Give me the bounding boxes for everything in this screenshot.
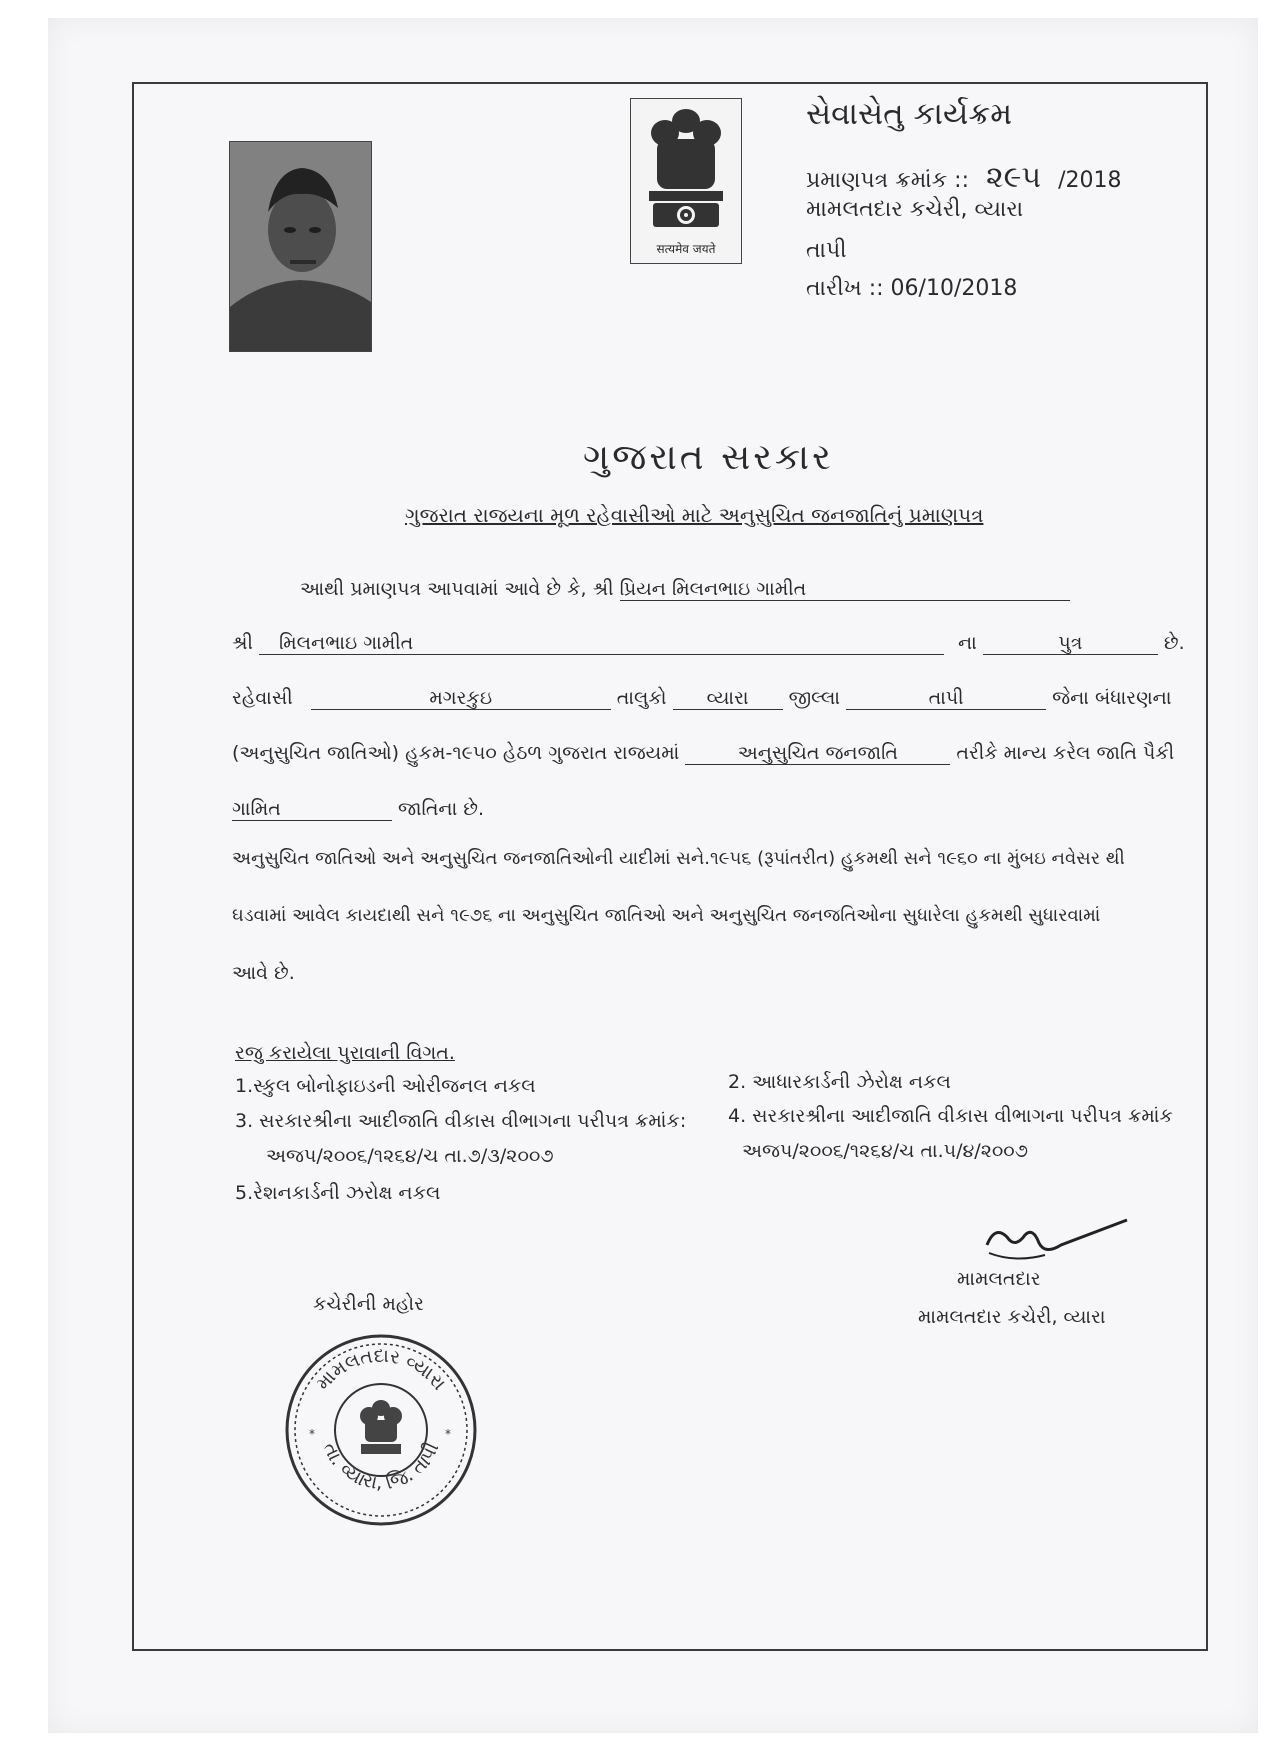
paragraph-line-2: ઘડવામાં આવેલ કાયદાથી સને ૧૯૭૬ ના અનુસુચિત જાતિઓ અને અનુસુચિત જનજતિઓના સુધારેલા હુકમથી સુધારવામાં xyxy=(232,905,1101,926)
applicant-photo-image xyxy=(230,142,371,351)
applicant-name: પ્રિયન મિલનભાઇ ગામીત xyxy=(620,578,1070,601)
signatory-office: મામલતદાર કચેરી, વ્યારા xyxy=(918,1306,1106,1328)
district-label: જીલ્લા xyxy=(788,687,841,709)
certificate-number-label: પ્રમાણપત્ર ક્રમાંક :: xyxy=(806,168,969,193)
document-subtitle: ગુજરાત રાજયના મૂળ રહેવાસીઓ માટે અનુસુચિત જનજાતિનું પ્રમાણપત્ર xyxy=(405,503,984,527)
seal-emblem-icon xyxy=(360,1400,402,1454)
svg-text:*: * xyxy=(309,1427,315,1441)
office-name: મામલતદાર કચેરી, વ્યારા xyxy=(806,197,1024,222)
paragraph-line-1: અનુસુચિત જાતિઓ અને અનુસુચિત જનજાતિઓની યાદીમાં સને.૧૯૫૬ (રૂપાંતરીત) હુકમથી સને ૧૯૬૦ ના મુંબઇ નવેસર થી xyxy=(232,848,1125,869)
evidence-heading: રજુ કરાયેલા પુરાવાની વિગત. xyxy=(235,1042,455,1064)
body-line-2 xyxy=(232,632,1185,655)
paragraph-line-3: આવે છે. xyxy=(232,962,295,984)
evidence-item-3-ref: અજપ/૨૦૦૬/૧૨૬૪/ચ તા.૭/૩/૨૦૦૭ xyxy=(266,1145,554,1167)
program-title: સેવાસેતુ કાર્યક્રમ xyxy=(806,96,1013,132)
constitution-suffix: જેના બંધારણના xyxy=(1052,687,1172,709)
relation-value: પુત્ર xyxy=(983,632,1158,655)
document-title: ગુજરાત સરકાર xyxy=(583,437,834,478)
emblem-motto: सत्यमेव जयते xyxy=(656,242,716,256)
seal-bottom-text: તા. વ્યારા, જિ. તાપી xyxy=(318,1439,444,1495)
intro-text: આથી પ્રમાણપત્ર આપવામાં આવે છે કે, શ્રી xyxy=(300,578,614,600)
signatory-title: મામલતદાર xyxy=(957,1268,1041,1290)
evidence-item-2: 2. આધારકાર્ડની ઝેરોક્ષ નકલ xyxy=(728,1071,951,1093)
evidence-item-3: 3. સરકારશ્રીના આદીજાતિ વીકાસ વીભાગના પરીપત્ર ક્રમાંક: xyxy=(235,1110,687,1132)
category-value: અનુસુચિત જનજાતિ xyxy=(685,742,950,765)
village-value: મગરકુઇ xyxy=(311,687,611,710)
caste-suffix: જાતિના છે. xyxy=(398,798,484,820)
evidence-item-1: 1.સ્કુલ બોનોફાઇડની ઓરીજનલ નકલ xyxy=(235,1075,536,1097)
taluka-label: તાલુકો xyxy=(616,687,667,709)
district-value: તાપી xyxy=(846,687,1046,710)
seal-top-text: મામલતદાર વ્યારા xyxy=(311,1344,451,1395)
order-suffix: તરીકે માન્ય કરેલ જાતિ પૈકી xyxy=(956,742,1175,764)
evidence-item-4-ref: અજપ/૨૦૦૬/૧૨૬૪/ચ તા.૫/૪/૨૦૦૭ xyxy=(742,1140,1028,1162)
body-line-3 xyxy=(232,687,1172,710)
national-emblem xyxy=(630,98,742,264)
applicant-photo xyxy=(229,141,372,352)
body-line-4 xyxy=(232,742,1174,765)
date-label: તારીખ :: xyxy=(806,276,884,301)
shri-label: શ્રી xyxy=(232,632,253,654)
certificate-number: ૨૯૫ xyxy=(986,160,1042,195)
body-line-5 xyxy=(232,798,484,821)
evidence-item-5: 5.રેશનકાર્ડની ઝરોક્ષ નકલ xyxy=(235,1182,441,1204)
svg-text:*: * xyxy=(445,1427,451,1441)
ashoka-emblem-icon xyxy=(631,99,741,239)
certificate-year: /2018 xyxy=(1058,168,1122,193)
order-prefix: (અનુસુચિત જાતિઓ) હુકમ-૧૯૫૦ હેઠળ ગુજરાત રાજયમાં xyxy=(232,742,680,764)
certificate-number-row xyxy=(806,160,1122,195)
caste-value: ગામિત xyxy=(232,798,392,821)
seal-label: કચેરીની મહોર xyxy=(313,1293,424,1315)
body-line-1 xyxy=(300,578,1070,601)
office-seal xyxy=(283,1332,479,1528)
father-name: મિલનભાઇ ગામીત xyxy=(259,632,944,655)
date-row xyxy=(806,276,1017,301)
date-value: 06/10/2018 xyxy=(890,276,1018,301)
taluka-value: વ્યારા xyxy=(673,687,783,710)
che-label: છે. xyxy=(1163,632,1185,654)
evidence-item-4: 4. સરકારશ્રીના આદીજાતિ વીકાસ વીભાગના પરીપત્ર ક્રમાંક xyxy=(728,1105,1173,1127)
na-label: ના xyxy=(958,632,977,654)
office-district: તાપી xyxy=(806,238,847,263)
resident-label: રહેવાસી xyxy=(232,687,293,709)
